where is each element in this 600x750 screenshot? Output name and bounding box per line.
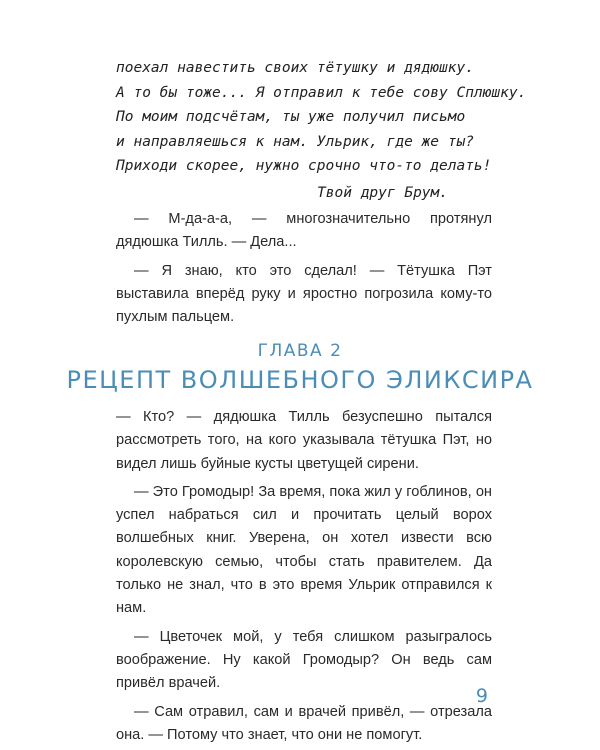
paragraph: — Сам отравил, сам и врачей привёл, — отрезала она. — Потому что знает, что они не помогут. bbox=[116, 703, 492, 743]
paragraph: — М-да-а-а, — многозначительно протянул дядюшка Тилль. — Дела... bbox=[116, 211, 492, 251]
letter-line: поехал навестить своих тётушку и дядюшку. bbox=[116, 60, 474, 76]
text-block-before-chapter bbox=[116, 208, 492, 329]
letter-line: А то бы тоже... Я отправил к тебе сову Сплюшку. bbox=[116, 84, 527, 101]
chapter-label: ГЛАВА 2 bbox=[257, 341, 343, 361]
paragraph: — Это Громодыр! За время, пока жил у гоблинов, он успел набраться сил и прочитать целый ворох волшебных книг. Уверена, он хотел извести всю королевскую семью, чтобы стать правителем. Да только не знал, что в это время Ульрик отправился к нам. bbox=[116, 483, 492, 617]
text-block-after-chapter bbox=[116, 406, 492, 747]
letter-block bbox=[116, 56, 527, 205]
letter-line: Приходи скорее, нужно срочно что-то делать! bbox=[116, 158, 492, 174]
chapter-title: РЕЦЕПТ ВОЛШЕБНОГО ЭЛИКСИРА bbox=[66, 366, 534, 394]
letter-line: По моим подсчётам, ты уже получил письмо bbox=[116, 109, 466, 125]
paragraph: — Я знаю, кто это сделал! — Тётушка Пэт выставила вперёд руку и яростно погрозила кому-то пухлым пальцем. bbox=[116, 262, 492, 326]
page-number: 9 bbox=[475, 685, 488, 707]
paragraph: — Цветочек мой, у тебя слишком разыгралось воображение. Ну какой Громодыр? Он ведь сам привёл врачей. bbox=[116, 628, 492, 692]
paragraph: — Кто? — дядюшка Тилль безуспешно пытался рассмотреть того, на кого указывала тётушка Пэт, но видел лишь буйные кусты цветущей сирени. bbox=[116, 409, 492, 472]
letter-line: и направляешься к нам. Ульрик, где же ты? bbox=[116, 133, 474, 150]
letter-signature: Твой друг Брум. bbox=[317, 184, 448, 201]
